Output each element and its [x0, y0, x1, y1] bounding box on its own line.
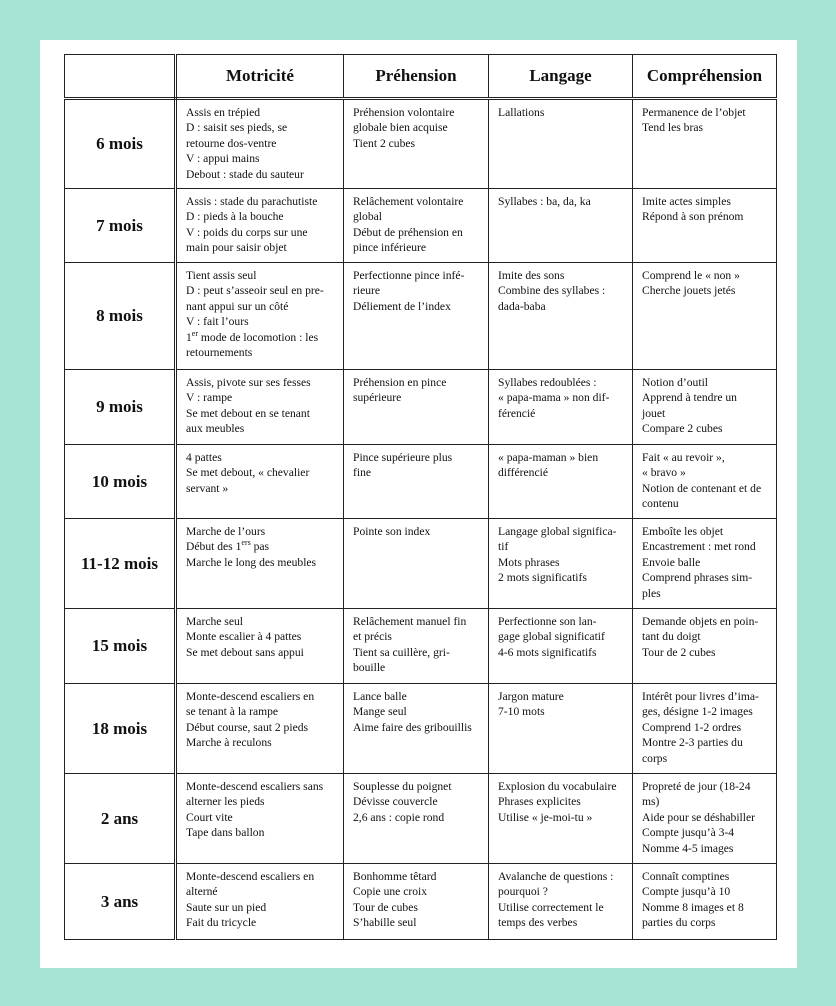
page	[40, 40, 797, 968]
cell-line: Propreté de jour (18-24	[642, 780, 751, 793]
cell-line: pourquoi ?	[498, 885, 548, 899]
cell-line: Court vite	[186, 810, 233, 824]
prehension-cell	[344, 609, 489, 684]
cell-line: ples	[642, 586, 661, 600]
comprehension-cell	[633, 445, 777, 519]
cell-line: ges, désigne 1-2 images	[642, 705, 753, 719]
table-row	[65, 864, 777, 940]
langage-cell	[489, 684, 633, 774]
cell-line: tant du doigt	[642, 630, 701, 644]
cell-line: Pointe son index	[353, 525, 431, 538]
motricite-cell	[176, 609, 344, 684]
cell-line: Envoie balle	[642, 555, 701, 569]
cell-line: Connaît comptines	[642, 870, 730, 883]
cell-line: D : pieds à la bouche	[186, 210, 284, 224]
cell-line: Assis, pivote sur ses fesses	[186, 376, 311, 389]
header-langage: Langage	[489, 55, 633, 99]
prehension-cell	[344, 774, 489, 864]
table-row	[65, 99, 777, 189]
cell-line: tif	[498, 540, 509, 554]
prehension-cell	[344, 519, 489, 609]
langage-cell	[489, 99, 633, 189]
age-cell: 10 mois	[65, 445, 176, 519]
motricite-cell	[176, 774, 344, 864]
cell-line: alterner les pieds	[186, 795, 265, 809]
cell-line: corps	[642, 751, 668, 765]
langage-cell	[489, 864, 633, 940]
header-corner	[65, 55, 176, 99]
cell-line: Bonhomme têtard	[353, 870, 437, 883]
cell-line: Aime faire des gribouillis	[353, 720, 472, 734]
cell-line: Utilise correctement le	[498, 900, 604, 914]
cell-line: Cherche jouets jetés	[642, 284, 736, 298]
cell-line: Souplesse du poignet	[353, 780, 452, 793]
cell-line: Assis en trépied	[186, 106, 261, 119]
table-row	[65, 609, 777, 684]
cell-line: Syllabes : ba, da, ka	[498, 195, 591, 208]
cell-line: retournements	[186, 346, 253, 360]
cell-line: différencié	[498, 466, 548, 480]
cell-line: Assis : stade du parachutiste	[186, 195, 318, 208]
cell-line: Emboîte les objet	[642, 525, 724, 538]
cell-line: Phrases explicites	[498, 795, 581, 809]
prehension-cell	[344, 263, 489, 370]
age-cell: 7 mois	[65, 189, 176, 263]
prehension-cell	[344, 445, 489, 519]
cell-line: Marche à reculons	[186, 736, 272, 750]
prehension-cell	[344, 189, 489, 263]
cell-line: férencié	[498, 406, 536, 420]
superscript: ers	[241, 538, 251, 548]
cell-line: Début des 1ers pas	[186, 538, 270, 554]
cell-line: V : rampe	[186, 391, 233, 405]
cell-line: « papa-maman » bien	[498, 451, 599, 464]
cell-line: D : peut s’asseoir seul en pre-	[186, 284, 324, 298]
langage-cell	[489, 370, 633, 445]
superscript: er	[191, 328, 199, 338]
cell-line: ms)	[642, 795, 660, 809]
cell-line: Monte-descend escaliers en	[186, 690, 315, 703]
comprehension-cell	[633, 684, 777, 774]
cell-line: Tient assis seul	[186, 269, 257, 282]
cell-line: Répond à son prénom	[642, 210, 744, 224]
cell-line: supérieure	[353, 391, 402, 405]
table-row	[65, 370, 777, 445]
motricite-cell	[176, 445, 344, 519]
cell-line: 2,6 ans : copie rond	[353, 810, 445, 824]
cell-line: pince inférieure	[353, 241, 427, 255]
cell-line: Tour de cubes	[353, 900, 418, 914]
cell-line: Notion de contenant et de	[642, 481, 762, 495]
table-row	[65, 519, 777, 609]
cell-line: Se met debout, « chevalier	[186, 466, 310, 480]
cell-line: Tient sa cuillère, gri-	[353, 645, 450, 659]
cell-line: Montre 2-3 parties du	[642, 736, 743, 750]
cell-line: retourne dos-ventre	[186, 136, 277, 150]
cell-line: contenu	[642, 497, 679, 511]
cell-line: Tient 2 cubes	[353, 136, 416, 150]
cell-line: « papa-mama » non dif-	[498, 391, 610, 405]
cell-line: bouille	[353, 661, 386, 675]
cell-line: Tend les bras	[642, 121, 704, 135]
table-row	[65, 774, 777, 864]
cell-line: Début course, saut 2 pieds	[186, 720, 309, 734]
cell-line: Marche le long des meubles	[186, 555, 317, 569]
cell-line: temps des verbes	[498, 916, 578, 930]
cell-line: global	[353, 210, 382, 224]
cell-line: Pince supérieure plus	[353, 451, 453, 464]
motricite-cell	[176, 864, 344, 940]
table-row	[65, 445, 777, 519]
cell-line: Se met debout sans appui	[186, 645, 304, 659]
prehension-cell	[344, 99, 489, 189]
cell-line: Syllabes redoublées :	[498, 376, 597, 389]
comprehension-cell	[633, 189, 777, 263]
comprehension-cell	[633, 609, 777, 684]
cell-line: Intérêt pour livres d’ima-	[642, 690, 759, 703]
cell-line: Relâchement manuel fin	[353, 615, 467, 628]
prehension-cell	[344, 370, 489, 445]
cell-line: Mange seul	[353, 705, 407, 719]
motricite-cell	[176, 99, 344, 189]
cell-line: 1er mode de locomotion : les	[186, 328, 319, 344]
langage-cell	[489, 519, 633, 609]
motricite-cell	[176, 189, 344, 263]
cell-line: Tour de 2 cubes	[642, 645, 716, 659]
development-table	[64, 54, 777, 940]
table-row	[65, 684, 777, 774]
cell-line: Dévisse couvercle	[353, 795, 438, 809]
cell-line: Saute sur un pied	[186, 900, 267, 914]
cell-line: Notion d’outil	[642, 376, 709, 389]
cell-line: parties du corps	[642, 916, 716, 930]
cell-line: Début de préhension en	[353, 225, 463, 239]
age-cell: 6 mois	[65, 99, 176, 189]
cell-line: Nomme 8 images et 8	[642, 900, 744, 914]
cell-line: Comprend 1-2 ordres	[642, 720, 742, 734]
cell-line: Utilise « je-moi-tu »	[498, 810, 593, 824]
comprehension-cell	[633, 774, 777, 864]
header-row	[65, 55, 777, 99]
cell-line: et précis	[353, 630, 392, 644]
cell-line: 7-10 mots	[498, 705, 545, 719]
cell-line: alterné	[186, 885, 218, 899]
cell-line: « bravo »	[642, 466, 686, 480]
cell-line: Nomme 4-5 images	[642, 841, 734, 855]
cell-line: aux meubles	[186, 422, 245, 436]
cell-line: Comprend phrases sim-	[642, 571, 753, 585]
cell-line: Explosion du vocabulaire	[498, 780, 617, 793]
cell-line: Imite des sons	[498, 269, 565, 282]
cell-line: Encastrement : met rond	[642, 540, 756, 554]
header-prehension: Préhension	[344, 55, 489, 99]
header-motricite: Motricité	[176, 55, 344, 99]
prehension-cell	[344, 684, 489, 774]
cell-line: D : saisit ses pieds, se	[186, 121, 288, 135]
cell-line: 4 pattes	[186, 451, 222, 464]
age-cell: 8 mois	[65, 263, 176, 370]
cell-line: Marche seul	[186, 615, 243, 628]
age-cell: 15 mois	[65, 609, 176, 684]
cell-line: globale bien acquise	[353, 121, 448, 135]
prehension-cell	[344, 864, 489, 940]
cell-line: Comprend le « non »	[642, 269, 740, 282]
age-cell: 11-12 mois	[65, 519, 176, 609]
cell-line: Perfectionne pince infé-	[353, 269, 465, 282]
cell-line: Imite actes simples	[642, 195, 731, 208]
cell-line: Langage global significa-	[498, 525, 617, 538]
age-cell: 18 mois	[65, 684, 176, 774]
cell-line: Aide pour se déshabiller	[642, 810, 756, 824]
cell-line: servant »	[186, 481, 229, 495]
langage-cell	[489, 445, 633, 519]
motricite-cell	[176, 684, 344, 774]
age-cell: 2 ans	[65, 774, 176, 864]
cell-line: V : appui mains	[186, 152, 260, 166]
table-row	[65, 263, 777, 370]
cell-line: rieure	[353, 284, 381, 298]
cell-line: Mots phrases	[498, 555, 560, 569]
cell-line: Jargon mature	[498, 690, 564, 703]
cell-line: Marche de l’ours	[186, 525, 266, 538]
comprehension-cell	[633, 370, 777, 445]
cell-line: main pour saisir objet	[186, 241, 287, 255]
cell-line: Combine des syllabes :	[498, 284, 606, 298]
cell-line: 4-6 mots significatifs	[498, 645, 597, 659]
motricite-cell	[176, 263, 344, 370]
cell-line: Debout : stade du sauteur	[186, 167, 304, 181]
cell-line: Fait « au revoir »,	[642, 451, 725, 464]
cell-line: Se met debout en se tenant	[186, 406, 310, 420]
cell-line: Avalanche de questions :	[498, 870, 614, 883]
cell-line: Copie une croix	[353, 885, 428, 899]
cell-line: Apprend à tendre un	[642, 391, 737, 405]
motricite-cell	[176, 519, 344, 609]
cell-line: Tape dans ballon	[186, 826, 265, 840]
cell-line: V : poids du corps sur une	[186, 225, 308, 239]
table-row	[65, 189, 777, 263]
cell-line: Compare 2 cubes	[642, 422, 723, 436]
cell-line: Préhension en pince	[353, 376, 447, 389]
cell-line: se tenant à la rampe	[186, 705, 279, 719]
age-cell: 3 ans	[65, 864, 176, 940]
langage-cell	[489, 263, 633, 370]
cell-line: jouet	[642, 406, 666, 420]
cell-line: Déliement de l’index	[353, 299, 451, 313]
comprehension-cell	[633, 263, 777, 370]
comprehension-cell	[633, 519, 777, 609]
langage-cell	[489, 609, 633, 684]
motricite-cell	[176, 370, 344, 445]
langage-cell	[489, 774, 633, 864]
age-cell: 9 mois	[65, 370, 176, 445]
cell-line: Compte jusqu’à 3-4	[642, 826, 735, 840]
cell-line: Lance balle	[353, 690, 407, 703]
cell-line: fine	[353, 466, 372, 480]
cell-line: S’habille seul	[353, 916, 417, 930]
cell-line: Monte-descend escaliers en	[186, 870, 315, 883]
header-comprehension: Compréhension	[633, 55, 777, 99]
langage-cell	[489, 189, 633, 263]
cell-line: Lallations	[498, 106, 545, 119]
cell-line: Fait du tricycle	[186, 916, 257, 930]
cell-line: Relâchement volontaire	[353, 195, 464, 208]
cell-line: 2 mots significatifs	[498, 571, 587, 585]
cell-line: Monte-descend escaliers sans	[186, 780, 324, 793]
cell-line: gage global significatif	[498, 630, 605, 644]
cell-line: Préhension volontaire	[353, 106, 455, 119]
cell-line: Perfectionne son lan-	[498, 615, 597, 628]
cell-line: V : fait l’ours	[186, 315, 249, 329]
cell-line: Permanence de l’objet	[642, 106, 746, 119]
cell-line: dada-baba	[498, 299, 546, 313]
cell-line: nant appui sur un côté	[186, 299, 289, 313]
comprehension-cell	[633, 99, 777, 189]
cell-line: Demande objets en poin-	[642, 615, 759, 628]
comprehension-cell	[633, 864, 777, 940]
cell-line: Compte jusqu’à 10	[642, 885, 731, 899]
cell-line: Monte escalier à 4 pattes	[186, 630, 302, 644]
